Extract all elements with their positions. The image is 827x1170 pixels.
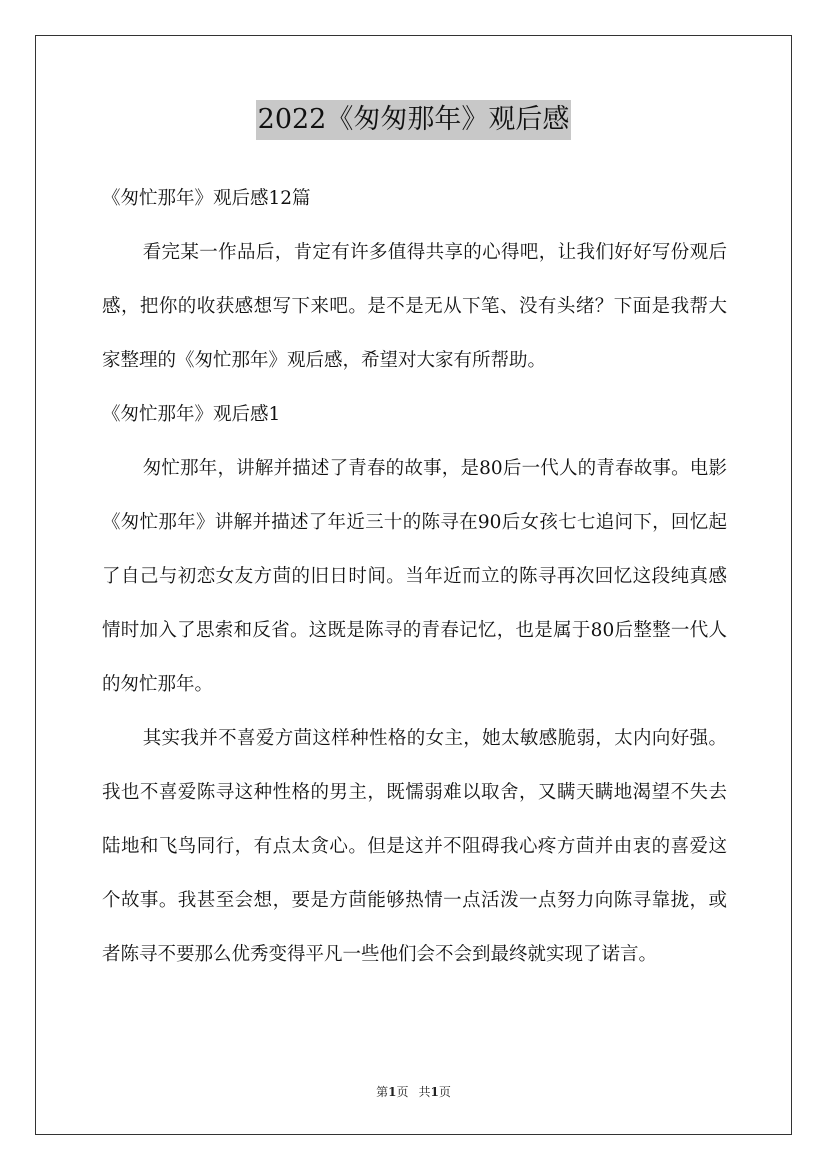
paragraph: 其实我并不喜爱方茴这样种性格的女主，她太敏感脆弱，太内向好强。我也不喜爱陈寻这种性格的男主，既懦弱难以取舍，又瞒天瞒地渴望不失去陆地和飞鸟同行，有点太贪心。但是这并不阻碍我心疼方茴并由衷的喜爱这个故事。我甚至会想，要是方茴能够热情一点活泼一点努力向陈寻靠拢，或者陈寻不要那么优秀变得平凡一些他们会不会到最终就实现了诺言。 xyxy=(102,728,727,965)
total-pages-number: 1 xyxy=(430,1085,439,1099)
section-heading: 《匆忙那年》观后感1 xyxy=(102,404,281,425)
paragraph: 看完某一作品后，肯定有许多值得共享的心得吧，让我们好好写份观后感，把你的收获感想写下来吧。是不是无从下笔、没有头绪？下面是我帮大家整理的《匆忙那年》观后感，希望对大家有所帮助。 xyxy=(102,242,727,371)
total-pages-prefix: 共 xyxy=(418,1085,431,1099)
page-number-suffix: 页 xyxy=(396,1085,409,1099)
page-footer xyxy=(0,1083,827,1101)
current-page-number: 1 xyxy=(388,1085,397,1099)
title-container xyxy=(0,100,827,140)
total-pages-suffix: 页 xyxy=(438,1085,451,1099)
page-number-prefix: 第 xyxy=(376,1085,389,1099)
document-body xyxy=(102,172,727,982)
section-heading: 《匆忙那年》观后感12篇 xyxy=(102,188,311,209)
paragraph: 匆忙那年，讲解并描述了青春的故事，是80后一代人的青春故事。电影《匆忙那年》讲解并描述了年近三十的陈寻在90后女孩七七追问下，回忆起了自己与初恋女友方茴的旧日时间。当年近而立的陈寻再次回忆这段纯真感情时加入了思索和反省。这既是陈寻的青春记忆，也是属于80后整整一代人的匆忙那年。 xyxy=(102,458,727,695)
document-title: 2022《匆匆那年》观后感 xyxy=(256,100,572,140)
